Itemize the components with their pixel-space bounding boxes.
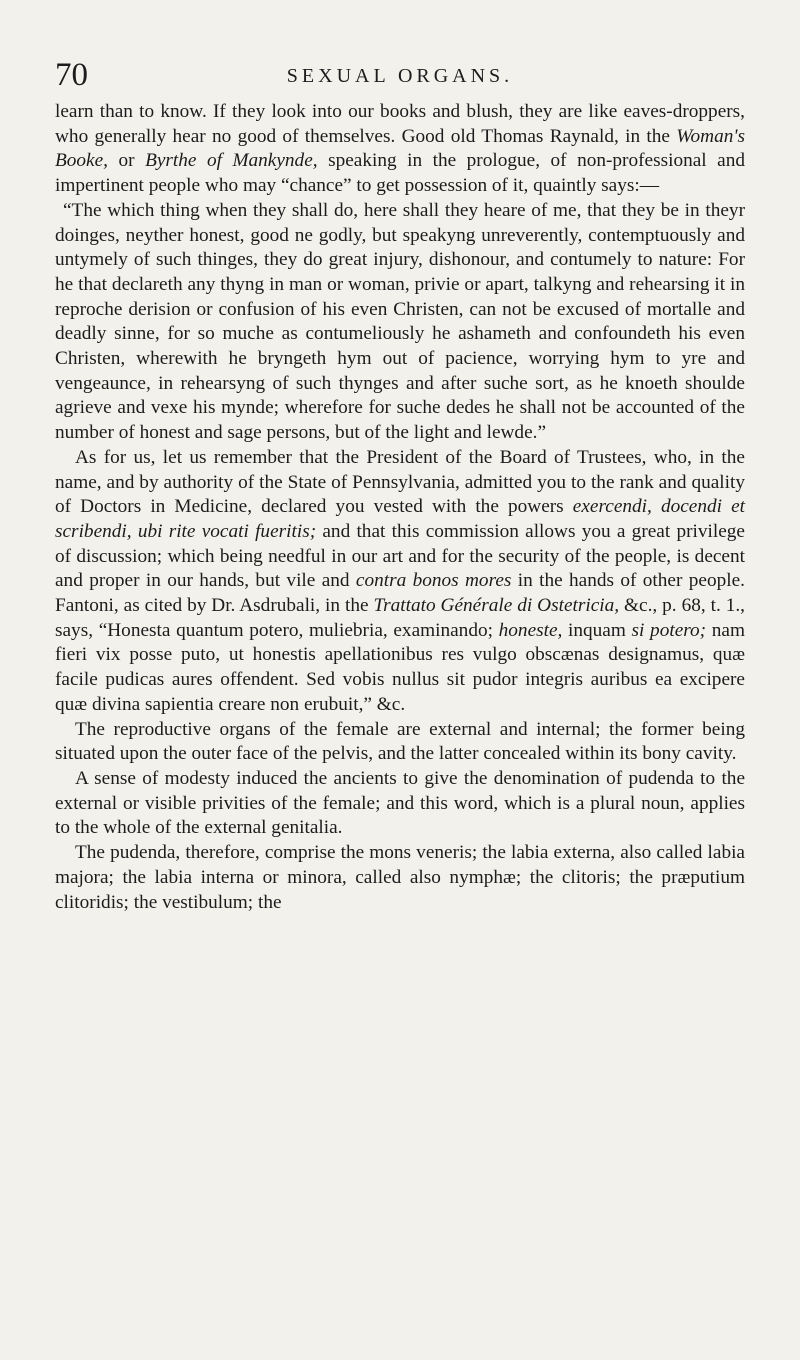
book-title: Trattato Générale di Ostetricia, [373, 595, 620, 617]
paragraph: The reproductive organs of the female are external and internal; the former being situated upon the outer face of the pelvis, and the latter concealed within its bony cavity. [55, 718, 745, 765]
body-text [55, 100, 745, 915]
page-header [55, 58, 745, 92]
latin-phrase: contra bonos mores [355, 570, 512, 592]
paragraph: As for us, let us remember that the President of the Board of Trustees, who, in the name, and by authority of the State of Pennsylvania, admitted you to the rank and quality of Doctors in Medicine, declared you vested with the powers exercendi, docendi et scribendi, ubi rite vocati fueritis; and that this commission allows you a great privilege of discussion; which being needful in our art and for the security of the people, is decent and proper in our hands, but vile and contra bonos mores in the hands of other people. Fantoni, as cited by Dr. Asdrubali, in the Trattato Générale di Ostetricia, &c., p. 68, t. 1., says, “Honesta quantum potero, muliebria, examinando; honeste, inquam si potero; nam fieri vix posse puto, ut honestis apellationibus res vulgo obscænas designamus, quæ facile pudicas aures offendent. Sed vobis nullus sit pudor integris auribus ea excipere quæ divina sapientia creare non erubuit,” &c. [55, 446, 745, 715]
page-number: 70 [55, 57, 88, 93]
latin-phrase: exercendi, docendi et scribendi, ubi rite vocati fueritis; [55, 496, 745, 542]
quotation-paragraph: “The which thing when they shall do, here shall they heare of me, that they be in theyr doinges, neyther honest, good ne godly, but speakyng unreverently, contemptuously and untymely of such thinges, they do great injury, dishonour, and contumely to nature: For he that declareth any thyng in man or woman, privie or apart, talkyng and rehearsing it in reproche derision or confusion of his even Christen, can not be excused of mortalle and deadly sinne, for so muche as contumeliously he ashameth and confoundeth his even Christen, wherewith he bryngeth hym out of pacience, worrying hym to yre and vengeaunce, in rehearsyng of such thynges and after suche sort, as he knoeth shoulde agrieve and vexe his mynde; wherefore for suche dedes he shall not be accounted of the number of honest and sage persons, but of the light and lewde.” [55, 199, 745, 444]
paragraph: The pudenda, therefore, comprise the mons veneris; the labia externa, also called labia majora; the labia interna or minora, called also nymphæ; the clitoris; the præputium clitoridis; the vestibulum; the [55, 842, 745, 913]
latin-phrase: honeste, [498, 619, 563, 641]
book-title: Woman's Booke, [55, 125, 745, 172]
paragraph: A sense of modesty induced the ancients to give the denomination of pudenda to the external or visible privities of the female; and this word, which is a plural noun, applies to the whole of the external genitalia. [55, 767, 745, 839]
latin-phrase: si potero; [631, 619, 707, 641]
paragraph-continuation: learn than to know. If they look into our books and blush, they are like eaves-droppers, who generally hear no good of themselves. Good old Thomas Raynald, in the Woman's Booke, or Byrthe of Mankynde, speaking in the prologue, of non-professional and impertinent people who may “chance” to get possession of it, quaintly says:— [55, 101, 745, 197]
book-title: Byrthe of Mankynde, [145, 150, 318, 172]
running-head: SEXUAL ORGANS. [286, 65, 514, 87]
